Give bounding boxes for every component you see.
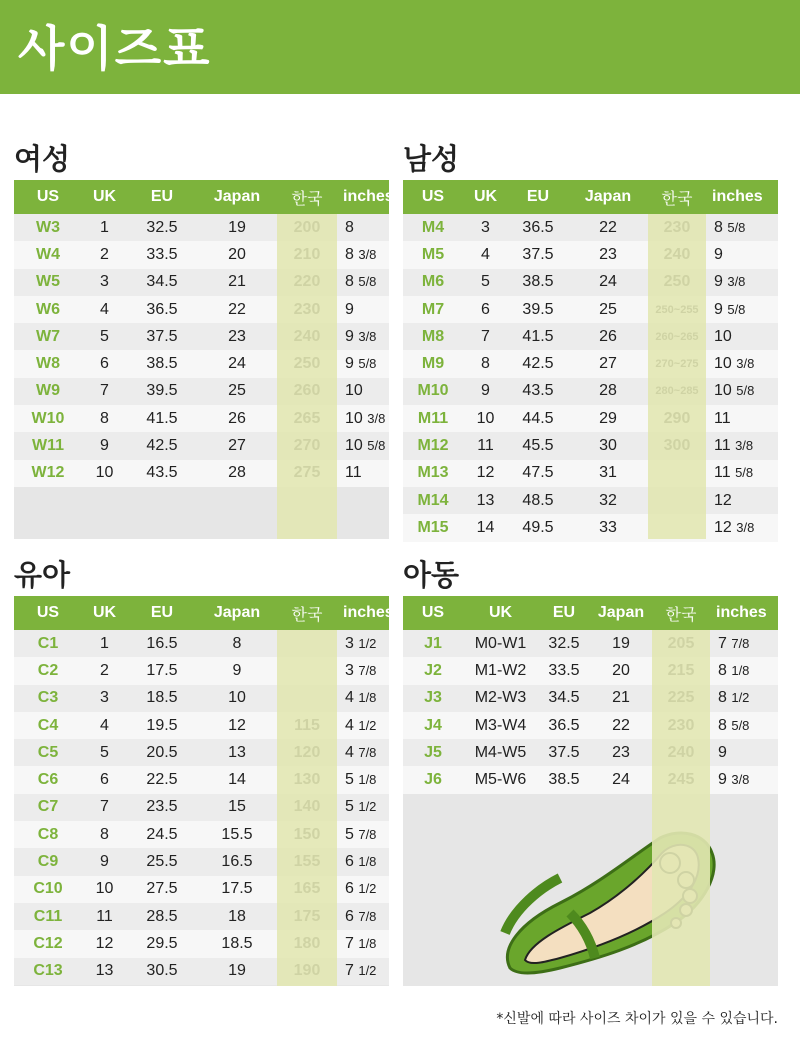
japan-size: 22: [599, 218, 617, 236]
header-korea: 한국: [665, 604, 697, 624]
japan-size: 23: [599, 245, 617, 263]
japan-size: 19: [612, 634, 630, 652]
uk-size: 6: [100, 771, 109, 789]
japan-size: 17.5: [221, 880, 253, 898]
inches: 9: [718, 743, 727, 761]
us-size: J2: [424, 661, 442, 679]
inches: 7 7/8: [718, 634, 750, 652]
table-row: [403, 241, 778, 268]
inches: 9 3/8: [714, 273, 746, 291]
japan-size: 24: [228, 355, 246, 373]
inches: 8 5/8: [714, 218, 746, 236]
japan-size: 27: [599, 355, 617, 373]
men-title: 남성: [403, 142, 460, 176]
header-korea: 한국: [661, 188, 693, 208]
us-size: W12: [31, 464, 65, 482]
uk-size: 9: [481, 382, 490, 400]
eu-size: 20.5: [146, 743, 178, 761]
eu-size: 41.5: [522, 327, 554, 345]
us-size: M5: [421, 245, 445, 263]
inches: 10: [345, 382, 363, 400]
japan-size: 22: [228, 300, 246, 318]
header-us: US: [36, 604, 60, 621]
inches: 8 1/2: [718, 689, 750, 707]
header-uk: UK: [92, 604, 117, 621]
japan-size: 25: [599, 300, 617, 318]
japan-size: 19: [228, 962, 246, 980]
header-korea: 한국: [291, 188, 323, 208]
inches: 9: [714, 245, 723, 263]
japan-size: 15.5: [221, 825, 253, 843]
eu-size: 38.5: [548, 771, 580, 789]
uk-size: 8: [481, 355, 490, 373]
table-row: [403, 630, 778, 657]
page-title: 사이즈표: [18, 21, 212, 77]
inches: 9 5/8: [714, 300, 746, 318]
table-row: [403, 214, 778, 241]
inches: 11 3/8: [714, 437, 754, 455]
inches: 9: [345, 300, 354, 318]
japan-size: 12: [228, 716, 246, 734]
header-japan: Japan: [584, 188, 632, 205]
eu-size: 39.5: [146, 382, 178, 400]
eu-size: 28.5: [146, 907, 178, 925]
japan-size: 27: [228, 437, 246, 455]
uk-size: 8: [100, 825, 109, 843]
inches: 4 1/8: [345, 689, 377, 707]
table-header: [14, 180, 394, 214]
us-size: C2: [37, 661, 59, 679]
inches: 11 5/8: [714, 464, 754, 482]
table-row: [403, 378, 778, 405]
us-size: M13: [417, 464, 449, 482]
table-row: [403, 432, 778, 459]
uk-size: 1: [100, 218, 109, 236]
header-uk: UK: [92, 188, 117, 205]
page-header: [0, 0, 800, 94]
inches: 6 1/2: [345, 880, 377, 898]
uk-size: 13: [95, 962, 114, 980]
us-size: J4: [424, 716, 442, 734]
uk-size: 5: [100, 327, 109, 345]
uk-size: M1-W2: [474, 661, 527, 679]
korean-size-column-highlight: [277, 630, 337, 986]
eu-size: 41.5: [146, 409, 178, 427]
uk-size: 10: [476, 409, 495, 427]
us-size: C3: [37, 689, 59, 707]
us-size: M8: [421, 327, 445, 345]
eu-size: 36.5: [522, 218, 554, 236]
eu-size: 39.5: [522, 300, 554, 318]
inches: 8 5/8: [718, 716, 750, 734]
japan-size: 22: [612, 716, 630, 734]
eu-size: 25.5: [146, 853, 178, 871]
us-size: J6: [424, 771, 442, 789]
header-eu: EU: [552, 604, 576, 621]
eu-size: 24.5: [146, 825, 178, 843]
uk-size: 6: [100, 355, 109, 373]
inches: 8 1/8: [718, 661, 750, 679]
eu-size: 17.5: [146, 661, 178, 679]
japan-size: 26: [228, 409, 246, 427]
japan-size: 23: [612, 743, 630, 761]
us-size: C5: [37, 743, 59, 761]
japan-size: 18.5: [221, 934, 253, 952]
japan-size: 21: [228, 273, 246, 291]
eu-size: 29.5: [146, 934, 178, 952]
inches: 3 7/8: [345, 661, 377, 679]
uk-size: 8: [100, 409, 109, 427]
us-size: W5: [36, 273, 60, 291]
us-size: C9: [37, 853, 59, 871]
eu-size: 34.5: [548, 689, 580, 707]
uk-size: 10: [95, 464, 114, 482]
inches: 11: [345, 464, 362, 482]
table-row: [403, 460, 778, 487]
disclaimer-note: *신발에 따라 사이즈 차이가 있을 수 있습니다.: [496, 1011, 778, 1027]
us-size: J3: [424, 689, 442, 707]
us-size: C1: [37, 634, 59, 652]
uk-size: 4: [481, 245, 490, 263]
eu-size: 42.5: [146, 437, 178, 455]
inches: 4 1/2: [345, 716, 377, 734]
inches: 10 5/8: [714, 382, 755, 400]
eu-size: 45.5: [522, 437, 554, 455]
eu-size: 44.5: [522, 409, 554, 427]
header-uk: UK: [488, 604, 513, 621]
table-header: [403, 180, 778, 214]
uk-size: M3-W4: [474, 716, 527, 734]
inches: 5 1/2: [345, 798, 377, 816]
inches: 12 3/8: [714, 518, 755, 536]
uk-size: 14: [476, 518, 495, 536]
eu-size: 16.5: [146, 634, 178, 652]
header-eu: EU: [150, 604, 174, 621]
eu-size: 32.5: [146, 218, 178, 236]
us-size: M11: [417, 409, 449, 427]
uk-size: 7: [481, 327, 490, 345]
eu-size: 43.5: [146, 464, 178, 482]
uk-size: 2: [100, 245, 109, 263]
eu-size: 48.5: [522, 491, 554, 509]
japan-size: 8: [232, 634, 242, 652]
us-size: W7: [36, 327, 60, 345]
uk-size: M5-W6: [474, 771, 527, 789]
inches: 3 1/2: [345, 634, 377, 652]
inches: 9 3/8: [718, 771, 750, 789]
header-inches: inches: [712, 188, 763, 205]
header-eu: EU: [526, 188, 550, 205]
uk-size: 11: [96, 907, 113, 925]
japan-size: 23: [228, 327, 246, 345]
inches: 10 3/8: [345, 409, 386, 427]
header-uk: UK: [473, 188, 498, 205]
eu-size: 36.5: [548, 716, 580, 734]
eu-size: 37.5: [522, 245, 554, 263]
us-size: C4: [37, 716, 59, 734]
uk-size: 9: [100, 853, 109, 871]
header-inches: inches: [343, 188, 394, 205]
infant-size-table: [14, 596, 394, 986]
table-header: [403, 596, 778, 630]
japan-size: 9: [232, 661, 242, 679]
korean-size-column-highlight: [648, 214, 706, 539]
inches: 10: [714, 327, 732, 345]
korean-size-column-highlight: [652, 630, 710, 986]
japan-size: 18: [228, 907, 246, 925]
us-size: J1: [424, 634, 442, 652]
table-row: [403, 487, 778, 514]
uk-size: 6: [481, 300, 490, 318]
table-row: [403, 685, 778, 712]
japan-size: 28: [599, 382, 617, 400]
header-korea: 한국: [291, 604, 323, 624]
us-size: W11: [31, 437, 64, 455]
inches: 10 3/8: [714, 355, 755, 373]
table-row: [403, 323, 778, 350]
inches: 6 7/8: [345, 907, 377, 925]
eu-size: 30.5: [146, 962, 178, 980]
eu-size: 22.5: [146, 771, 178, 789]
us-size: C11: [33, 907, 63, 925]
japan-size: 24: [612, 771, 630, 789]
eu-size: 49.5: [522, 518, 554, 536]
us-size: M12: [417, 437, 449, 455]
table-row: [403, 657, 778, 684]
eu-size: 34.5: [146, 273, 178, 291]
korean-size-column-highlight: [277, 214, 337, 539]
japan-size: 20: [228, 245, 246, 263]
header-japan: Japan: [213, 188, 261, 205]
inches: 4 7/8: [345, 743, 377, 761]
table-row: [403, 296, 778, 323]
uk-size: 12: [476, 464, 495, 482]
us-size: M7: [421, 300, 445, 318]
us-size: C10: [33, 880, 63, 898]
japan-size: 19: [228, 218, 246, 236]
us-size: M9: [421, 355, 445, 373]
eu-size: 33.5: [548, 661, 580, 679]
us-size: M6: [421, 273, 445, 291]
uk-size: 13: [476, 491, 495, 509]
inches: 8: [345, 218, 354, 236]
japan-size: 25: [228, 382, 246, 400]
uk-size: 7: [100, 798, 109, 816]
eu-size: 27.5: [146, 880, 178, 898]
us-size: W8: [36, 355, 60, 373]
uk-size: 3: [481, 218, 490, 236]
eu-size: 37.5: [548, 743, 580, 761]
japan-size: 13: [228, 743, 246, 761]
japan-size: 21: [612, 689, 630, 707]
eu-size: 38.5: [146, 355, 178, 373]
uk-size: 11: [477, 437, 494, 455]
uk-size: 5: [100, 743, 109, 761]
japan-size: 32: [599, 491, 617, 509]
japan-size: 31: [599, 464, 617, 482]
uk-size: M2-W3: [474, 689, 527, 707]
us-size: M10: [417, 382, 449, 400]
table-row: [403, 766, 778, 793]
us-size: C7: [37, 798, 59, 816]
header-eu: EU: [150, 188, 174, 205]
us-size: W9: [36, 382, 60, 400]
us-size: W4: [36, 245, 60, 263]
japan-size: 33: [599, 518, 617, 536]
inches: 9 3/8: [345, 327, 377, 345]
inches: 5 7/8: [345, 825, 377, 843]
us-size: M4: [421, 218, 445, 236]
uk-size: 3: [100, 689, 109, 707]
eu-size: 19.5: [146, 716, 178, 734]
header-inches: inches: [716, 604, 767, 621]
inches: 11: [714, 409, 731, 427]
uk-size: 4: [100, 716, 109, 734]
table-row: [403, 350, 778, 377]
japan-size: 29: [599, 409, 617, 427]
japan-size: 16.5: [221, 853, 253, 871]
eu-size: 47.5: [522, 464, 554, 482]
uk-size: 12: [95, 934, 114, 952]
us-size: J5: [424, 743, 442, 761]
us-size: C8: [37, 825, 59, 843]
women-title: 여성: [14, 142, 71, 176]
uk-size: 5: [481, 273, 490, 291]
eu-size: 18.5: [146, 689, 178, 707]
table-row: [403, 405, 778, 432]
uk-size: 4: [100, 300, 109, 318]
eu-size: 37.5: [146, 327, 178, 345]
inches: 12: [714, 491, 732, 509]
us-size: C13: [33, 962, 63, 980]
japan-size: 14: [228, 771, 246, 789]
us-size: W6: [36, 300, 60, 318]
table-row: [403, 269, 778, 296]
uk-size: M4-W5: [474, 743, 527, 761]
inches: 7 1/8: [345, 934, 377, 952]
japan-size: 15: [228, 798, 246, 816]
eu-size: 32.5: [548, 634, 580, 652]
inches: 6 1/8: [345, 853, 377, 871]
infant-title: 유아: [14, 558, 71, 592]
header-inches: inches: [343, 604, 394, 621]
us-size: C6: [37, 771, 59, 789]
uk-size: M0-W1: [474, 634, 527, 652]
men-size-table: [403, 180, 778, 539]
women-size-table: [14, 180, 394, 539]
eu-size: 23.5: [146, 798, 178, 816]
uk-size: 3: [100, 273, 109, 291]
kids-title: 아동: [403, 558, 460, 592]
table-row: [403, 739, 778, 766]
japan-size: 26: [599, 327, 617, 345]
japan-size: 20: [612, 661, 630, 679]
japan-size: 28: [228, 464, 246, 482]
us-size: C12: [33, 934, 63, 952]
us-size: W10: [31, 409, 65, 427]
inches: 8 5/8: [345, 273, 377, 291]
uk-size: 1: [100, 634, 109, 652]
header-us: US: [421, 604, 445, 621]
eu-size: 33.5: [146, 245, 178, 263]
eu-size: 43.5: [522, 382, 554, 400]
table-row: [403, 514, 778, 541]
uk-size: 7: [100, 382, 109, 400]
inches: 8 3/8: [345, 245, 377, 263]
header-japan: Japan: [597, 604, 645, 621]
uk-size: 10: [95, 880, 114, 898]
inches: 5 1/8: [345, 771, 377, 789]
header-japan: Japan: [213, 604, 261, 621]
header-us: US: [421, 188, 445, 205]
eu-size: 36.5: [146, 300, 178, 318]
japan-size: 10: [228, 689, 246, 707]
table-header: [14, 596, 394, 630]
table-row: [403, 712, 778, 739]
japan-size: 30: [599, 437, 617, 455]
inches: 10 5/8: [345, 437, 386, 455]
eu-size: 42.5: [522, 355, 554, 373]
us-size: W3: [36, 218, 60, 236]
inches: 9 5/8: [345, 355, 377, 373]
header-us: US: [36, 188, 60, 205]
us-size: M15: [417, 518, 449, 536]
uk-size: 2: [100, 661, 109, 679]
japan-size: 24: [599, 273, 617, 291]
us-size: M14: [417, 491, 449, 509]
uk-size: 9: [100, 437, 109, 455]
eu-size: 38.5: [522, 273, 554, 291]
inches: 7 1/2: [345, 962, 377, 980]
